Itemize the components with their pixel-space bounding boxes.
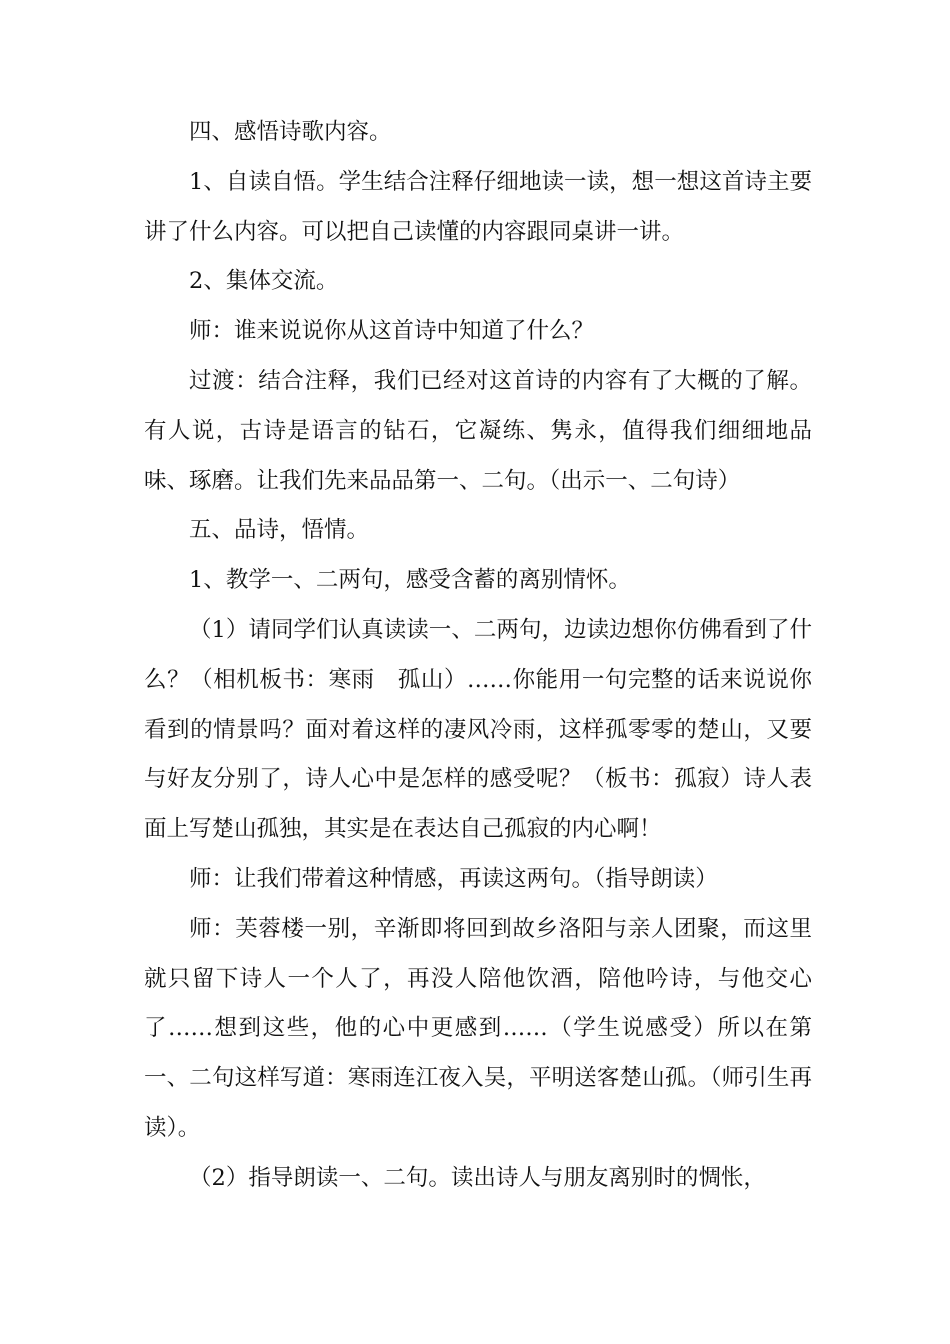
- paragraph-teacher-farewell: 师：芙蓉楼一别，辛渐即将回到故乡洛阳与亲人团聚，而这里就只留下诗人一个人了，再没人陪他饮酒，陪他吟诗，与他交心了……想到这些，他的心中更感到……（学生说感受）所以在第一、二句这样写道：寒雨连江夜入吴，平明送客楚山孤。（师引生再读）。: [144, 915, 812, 1141]
- document-body: [144, 108, 812, 1204]
- paragraph-self-reading: 1、自读自悟。学生结合注释仔细地读一读，想一想这首诗主要讲了什么内容。可以把自己读懂的内容跟同桌讲一讲。: [144, 168, 812, 245]
- paragraph-teacher-reread: 师：让我们带着这种情感，再读这两句。（指导朗读）: [189, 865, 718, 892]
- paragraph-step-1: （1）请同学们认真读读一、二两句，边读边想你仿佛看到了什么？（相机板书：寒雨 孤山）……你能用一句完整的话来说说你看到的情景吗？面对着这样的凄风冷雨，这样孤零零的楚山，又要与好友分别了，诗人心中是怎样的感受呢？（板书：孤寂）诗人表面上写楚山孤独，其实是在表达自己孤寂的内心啊！: [144, 616, 812, 843]
- paragraph-group-exchange: 2、集体交流。: [189, 268, 339, 295]
- paragraph-teaching-lines-1-2: 1、教学一、二两句，感受含蓄的离别情怀。: [189, 567, 631, 594]
- paragraph-teacher-question: 师：谁来说说你从这首诗中知道了什么？: [189, 318, 595, 345]
- section-heading-5: 五、品诗，悟情。: [189, 517, 370, 544]
- paragraph-transition: 过渡：结合注释，我们已经对这首诗的内容有了大概的了解。有人说，古诗是语言的钻石，它凝练、隽永，值得我们细细地品味、琢磨。让我们先来品品第一、二句。（出示一、二句诗）: [144, 367, 812, 494]
- section-heading-4: 四、感悟诗歌内容。: [189, 119, 392, 145]
- paragraph-step-2: （2）指导朗读一、二句。读出诗人与朋友离别时的惆怅，: [189, 1164, 766, 1191]
